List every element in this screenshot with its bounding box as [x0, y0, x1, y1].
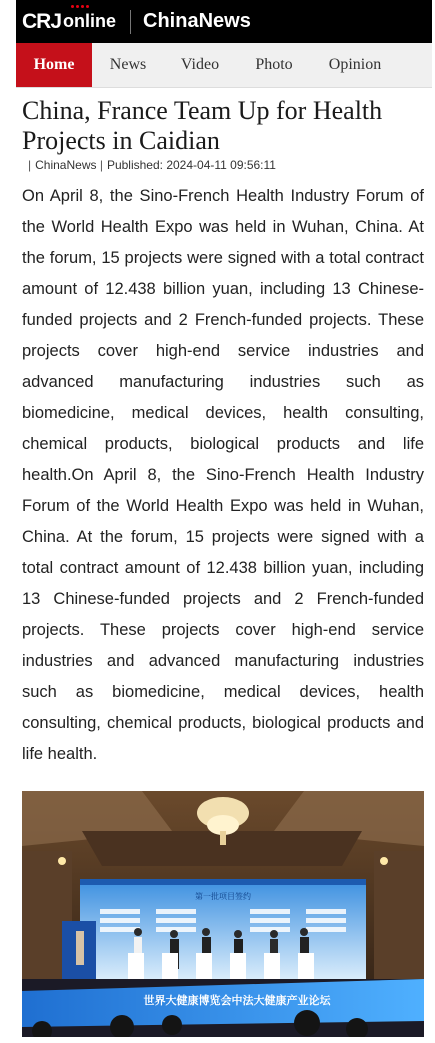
article-source: ChinaNews	[35, 158, 97, 172]
header-divider	[130, 10, 131, 34]
meta-separator: |	[28, 158, 32, 172]
main-nav	[16, 43, 432, 88]
meta-separator: |	[99, 158, 103, 172]
article-meta	[28, 158, 432, 172]
nav-item-photo[interactable]: Photo	[255, 56, 293, 73]
article-photo[interactable]	[22, 791, 424, 1037]
nav-item-opinion[interactable]: Opinion	[328, 56, 382, 73]
forum-stage-image	[22, 791, 424, 1037]
article-body: On April 8, the Sino-French Health Industry Forum of the World Health Expo was held in Wuhan, China. At the forum, 15 projects were signed with a total contract amount of 12.438 billion yuan, including 13 Chinese-funded projects and 2 French-funded projects. These projects cover high-end service industries and advanced manufacturing industries such as biomedicine, medical devices, health consulting, chemical products, biological products and life health.On April 8, the Sino-French Health Industry Forum of the World Health Expo was held in Wuhan, China. At the forum, 15 projects were signed with a total contract amount of 12.438 billion yuan, including 13 Chinese-funded projects and 2 French-funded projects. These projects cover high-end service industries and advanced manufacturing industries such as biomedicine, medical devices, health consulting, chemical products, biological products and life health.	[22, 187, 424, 763]
logo-crj-text: CRJ	[22, 9, 62, 33]
banner-text: 世界大健康博览会中法大健康产业论坛	[143, 994, 331, 1007]
top-header	[16, 0, 432, 43]
logo-online-label: online	[63, 11, 117, 31]
nav-item-home[interactable]: Home	[16, 43, 92, 87]
logo-dots-icon	[71, 5, 89, 8]
nav-item-video[interactable]: Video	[180, 56, 220, 73]
cri-online-logo[interactable]	[22, 0, 116, 43]
article-title: China, France Team Up for Health Projects in Caidian	[22, 96, 383, 155]
nav-item-news[interactable]: News	[109, 56, 147, 73]
screen-title-text: 第一批项目签约	[195, 892, 251, 901]
logo-online-text	[63, 11, 116, 32]
page	[16, 0, 432, 1037]
article-published: Published: 2024-04-11 09:56:11	[106, 158, 276, 172]
chinanews-brand[interactable]: ChinaNews	[143, 10, 251, 32]
